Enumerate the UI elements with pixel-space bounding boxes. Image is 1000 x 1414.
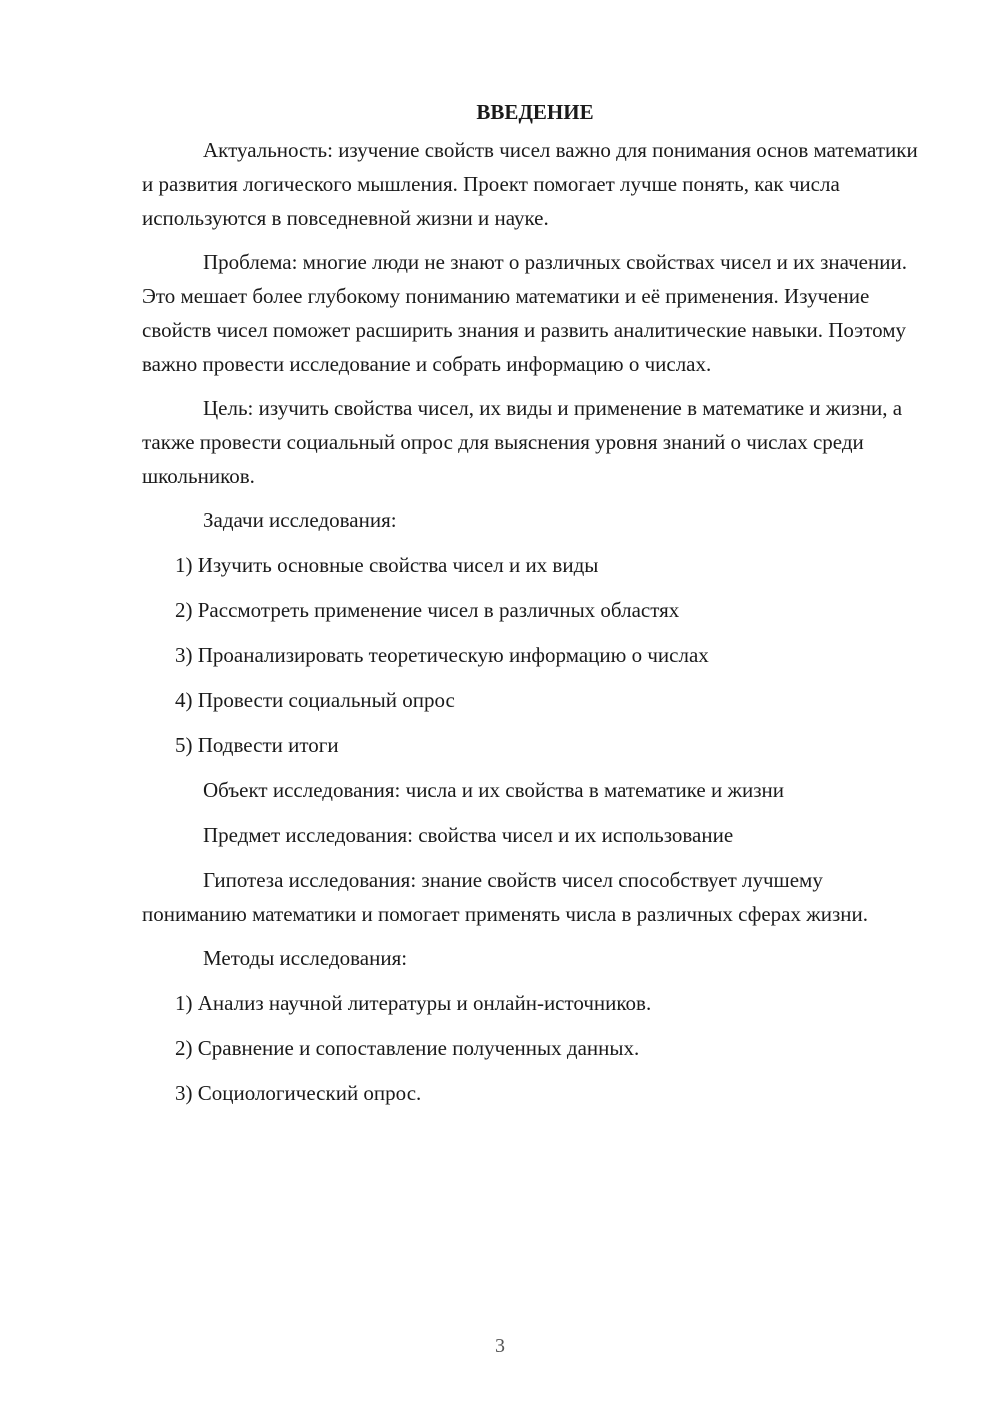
goal-paragraph: Цель: изучить свойства чисел, их виды и применение в математике и жизни, а также провести социальный опрос для выяснения уровня знаний о числах среди школьников. xyxy=(142,396,903,488)
document-page xyxy=(142,96,928,1121)
page-number: 3 xyxy=(495,1335,505,1357)
tasks-heading: Задачи исследования: xyxy=(203,508,397,532)
task-item: 3) Проанализировать теоретическую информацию о числах xyxy=(175,643,709,667)
task-item: 4) Провести социальный опрос xyxy=(175,688,455,712)
methods-heading: Методы исследования: xyxy=(203,946,408,970)
research-subject: Предмет исследования: свойства чисел и их использование xyxy=(203,823,734,847)
task-item: 2) Рассмотреть применение чисел в различных областях xyxy=(175,598,680,622)
task-item: 1) Изучить основные свойства чисел и их виды xyxy=(175,553,599,577)
method-item: 2) Сравнение и сопоставление полученных данных. xyxy=(175,1036,640,1060)
relevance-paragraph: Актуальность: изучение свойств чисел важно для понимания основ математики и развития логического мышления. Проект помогает лучше понять, как числа используются в повседневной жизни и науке. xyxy=(142,138,918,230)
problem-paragraph: Проблема: многие люди не знают о различных свойствах чисел и их значении. Это мешает более глубокому пониманию математики и её применения. Изучение свойств чисел поможет расширить знания и развить аналитические навыки. Поэтому важно провести исследование и собрать информацию о числах. xyxy=(142,250,907,376)
hypothesis-paragraph: Гипотеза исследования: знание свойств чисел способствует лучшему пониманию математики и помогает применять числа в различных сферах жизни. xyxy=(142,868,869,926)
page-title: ВВЕДЕНИЕ xyxy=(476,100,594,124)
method-item: 3) Социологический опрос. xyxy=(175,1081,422,1105)
research-object: Объект исследования: числа и их свойства в математике и жизни xyxy=(203,778,784,802)
method-item: 1) Анализ научной литературы и онлайн-источников. xyxy=(175,991,652,1015)
task-item: 5) Подвести итоги xyxy=(175,733,339,757)
